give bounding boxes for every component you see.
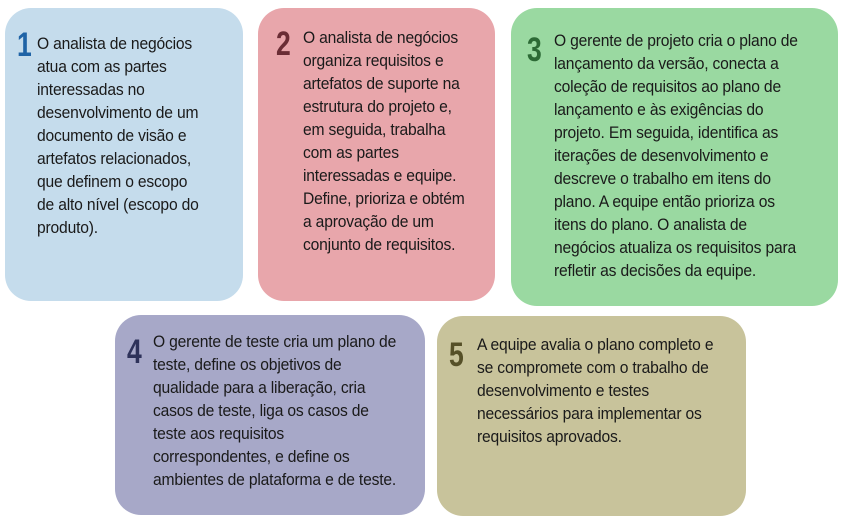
- step-4-line: teste aos requisitos: [153, 424, 285, 443]
- step-4-line: casos de teste, liga os casos de: [153, 401, 369, 420]
- step-card-5: [437, 316, 746, 516]
- step-2-line: a aprovação de um: [303, 212, 434, 231]
- step-1-line: de alto nível (escopo do: [37, 195, 199, 214]
- step-4-line: teste, define os objetivos de: [153, 355, 342, 374]
- step-card-3: [511, 8, 838, 306]
- step-number-2: 2: [276, 25, 291, 63]
- step-1-line: desenvolvimento de um: [37, 103, 199, 122]
- step-text-1: [37, 32, 239, 239]
- step-card-1: [5, 8, 243, 301]
- step-5-line: A equipe avalia o plano completo e: [477, 335, 714, 354]
- step-2-line: conjunto de requisitos.: [303, 235, 456, 254]
- step-1-line: que definem o escopo: [37, 172, 188, 191]
- step-3-line: plano. A equipe então prioriza os: [554, 192, 775, 211]
- step-3-line: coleção de requisitos ao plano de: [554, 77, 781, 96]
- step-number-1: 1: [17, 26, 32, 64]
- step-number-5: 5: [449, 336, 464, 374]
- step-text-2: [303, 26, 492, 256]
- step-3-line: itens do plano. O analista de: [554, 215, 747, 234]
- step-number-4: 4: [127, 333, 142, 371]
- step-2-line: estrutura do projeto e,: [303, 97, 452, 116]
- step-1-line: produto).: [37, 218, 98, 237]
- step-5-line: requisitos aprovados.: [477, 427, 622, 446]
- step-4-line: qualidade para a liberação, cria: [153, 378, 366, 397]
- step-2-line: artefatos de suporte na: [303, 74, 460, 93]
- step-1-line: documento de visão e: [37, 126, 187, 145]
- step-card-2: [258, 8, 495, 301]
- step-3-line: negócios atualiza os requisitos para: [554, 238, 797, 257]
- step-text-4: [153, 330, 415, 491]
- step-number-3: 3: [527, 31, 542, 69]
- step-text-5: [477, 333, 739, 448]
- step-3-line: iterações de desenvolvimento e: [554, 146, 769, 165]
- step-1-line: interessadas no: [37, 80, 145, 99]
- step-5-line: desenvolvimento e testes: [477, 381, 650, 400]
- step-2-line: em seguida, trabalha: [303, 120, 446, 139]
- step-3-line: refletir as decisões da equipe.: [554, 261, 757, 280]
- step-3-line: O gerente de projeto cria o plano de: [554, 31, 798, 50]
- step-4-line: correspondentes, e define os: [153, 447, 350, 466]
- step-1-line: O analista de negócios: [37, 34, 193, 53]
- step-1-line: atua com as partes: [37, 57, 167, 76]
- step-1-line: artefatos relacionados,: [37, 149, 192, 168]
- step-3-line: lançamento e às exigências do: [554, 100, 764, 119]
- step-card-4: [115, 315, 425, 515]
- step-5-line: se compromete com o trabalho de: [477, 358, 709, 377]
- step-4-line: ambientes de plataforma e de teste.: [153, 470, 397, 489]
- step-2-line: organiza requisitos e: [303, 51, 444, 70]
- step-2-line: Define, prioriza e obtém: [303, 189, 465, 208]
- step-4-line: O gerente de teste cria um plano de: [153, 332, 397, 351]
- step-2-line: com as partes: [303, 143, 399, 162]
- step-text-3: [554, 29, 830, 282]
- step-2-line: interessadas e equipe.: [303, 166, 457, 185]
- step-3-line: descreve o trabalho em itens do: [554, 169, 771, 188]
- step-2-line: O analista de negócios: [303, 28, 459, 47]
- step-3-line: lançamento da versão, conecta a: [554, 54, 779, 73]
- step-3-line: projeto. Em seguida, identifica as: [554, 123, 779, 142]
- step-5-line: necessários para implementar os: [477, 404, 702, 423]
